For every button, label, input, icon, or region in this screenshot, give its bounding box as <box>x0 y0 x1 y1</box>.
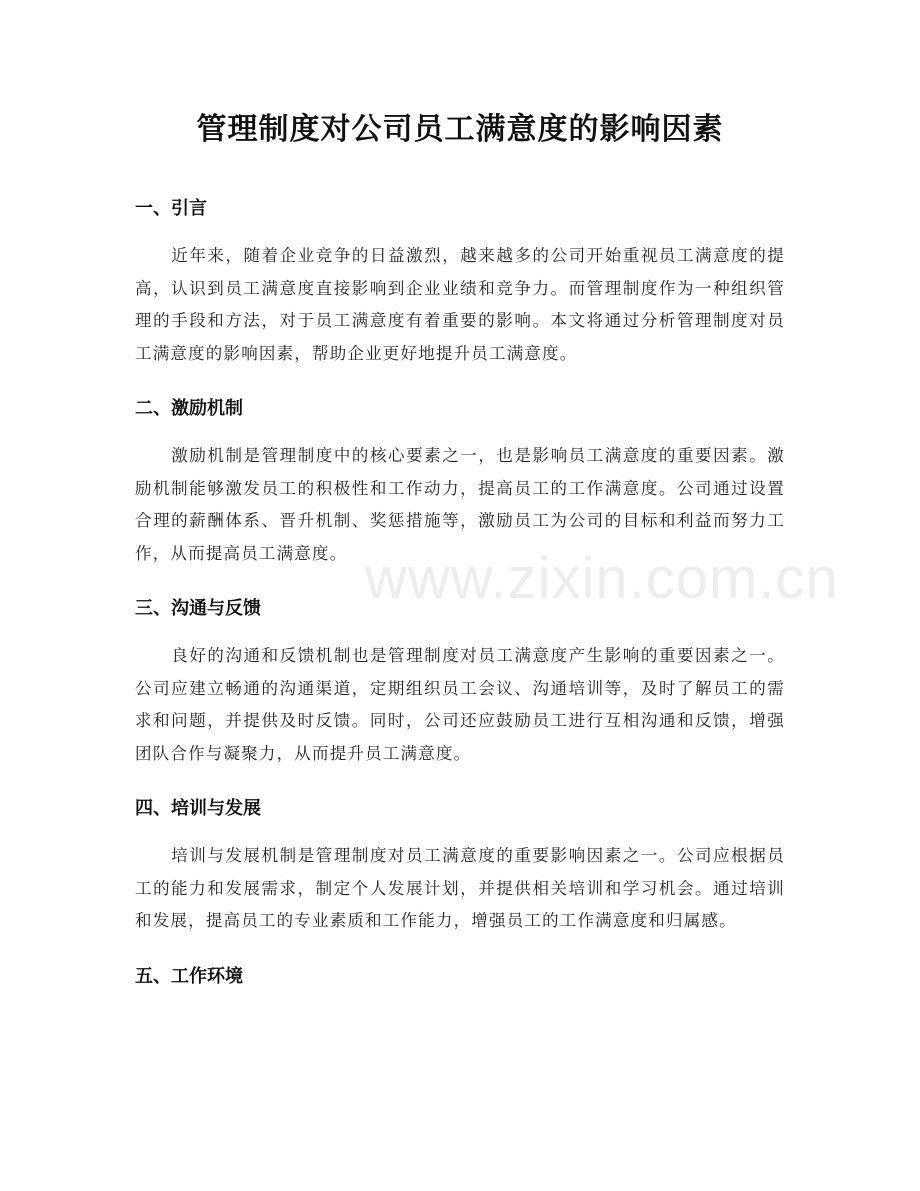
document-title: 管理制度对公司员工满意度的影响因素 <box>196 112 724 147</box>
section-work-environment <box>135 964 785 990</box>
section-paragraph: 良好的沟通和反馈机制也是管理制度对员工满意度产生影响的重要因素之一。公司应建立畅通的沟通渠道，定期组织员工会议、沟通培训等，及时了解员工的需求和问题，并提供及时反馈。同时，公司还应鼓励员工进行互相沟通和反馈，增强团队合作与凝聚力，从而提升员工满意度。 <box>135 646 785 763</box>
section-paragraph: 激励机制是管理制度中的核心要素之一，也是影响员工满意度的重要因素。激励机制能够激发员工的积极性和工作动力，提高员工的工作满意度。公司通过设置合理的薪酬体系、晋升机制、奖惩措施等，激励员工为公司的目标和利益而努力工作，从而提高员工满意度。 <box>135 446 785 563</box>
section-communication-feedback <box>135 596 785 770</box>
section-heading: 五、工作环境 <box>135 965 243 987</box>
section-heading: 一、引言 <box>135 198 207 219</box>
section-heading: 二、激励机制 <box>135 398 243 419</box>
section-training-development <box>135 796 785 938</box>
section-paragraph: 近年来，随着企业竞争的日益激烈，越来越多的公司开始重视员工满意度的提高，认识到员工满意度直接影响到企业业绩和竞争力。而管理制度作为一种组织管理的手段和方法，对于员工满意度有着重要的影响。本文将通过分析管理制度对员工满意度的影响因素，帮助企业更好地提升员工满意度。 <box>135 246 785 363</box>
section-incentive-mechanism <box>135 396 785 570</box>
section-introduction <box>135 196 785 370</box>
section-heading: 三、沟通与反馈 <box>135 598 261 619</box>
section-paragraph: 培训与发展机制是管理制度对员工满意度的重要影响因素之一。公司应根据员工的能力和发展需求，制定个人发展计划，并提供相关培训和学习机会。通过培训和发展，提高员工的专业素质和工作能力，增强员工的工作满意度和归属感。 <box>135 846 785 930</box>
watermark-text: www.zixin.com.cn <box>365 546 839 611</box>
section-heading: 四、培训与发展 <box>135 798 261 819</box>
